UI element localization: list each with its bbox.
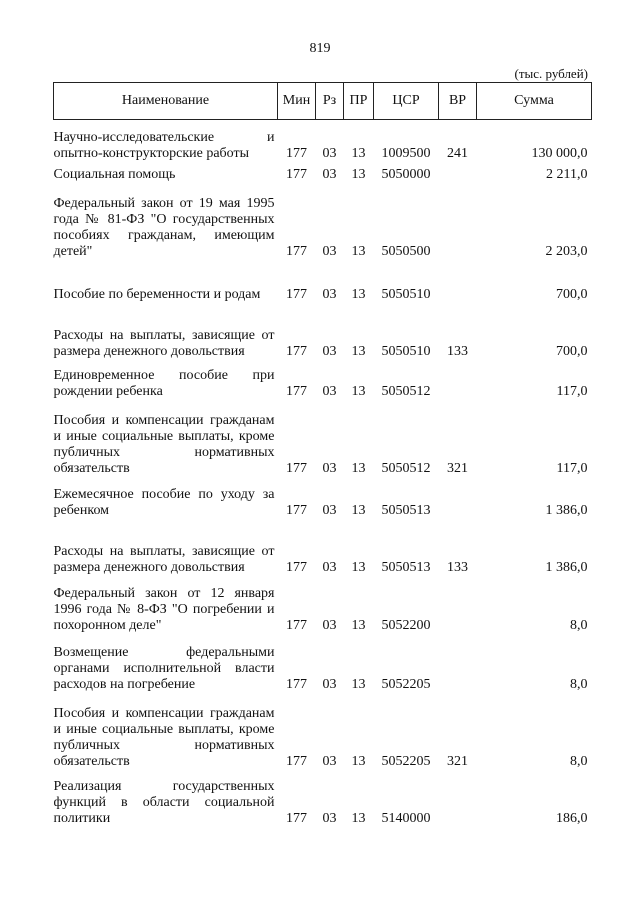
- table-row: [54, 576, 592, 634]
- row-sum: 1 386,0: [545, 559, 588, 575]
- row-min: 177: [286, 383, 307, 399]
- row-sum: 117,0: [556, 460, 588, 476]
- table-row: [54, 477, 592, 519]
- row-csr: 5050510: [381, 343, 431, 359]
- row-sum: 186,0: [556, 810, 588, 826]
- row-vr: [439, 162, 477, 183]
- row-rz: 03: [322, 559, 337, 575]
- row-pr: 13: [351, 243, 366, 259]
- row-pr: 13: [351, 810, 366, 826]
- table-row: [54, 634, 592, 693]
- row-csr: 5052200: [381, 617, 431, 633]
- row-vr: [439, 770, 477, 827]
- row-csr: 5052205: [381, 676, 431, 692]
- row-rz: 03: [322, 166, 337, 182]
- row-rz: 03: [322, 343, 337, 359]
- row-vr: [439, 634, 477, 693]
- table-row: [54, 120, 592, 162]
- row-csr: 5052205: [381, 753, 431, 769]
- table-row: [54, 162, 592, 183]
- row-csr: 5050513: [381, 502, 431, 518]
- row-pr: 13: [351, 753, 366, 769]
- row-vr: 321: [447, 460, 468, 476]
- header-name: Наименование: [54, 83, 278, 120]
- table-row: [54, 693, 592, 770]
- row-sum: 8,0: [570, 617, 588, 633]
- page-number: 819: [309, 41, 331, 56]
- header-sum: Сумма: [477, 83, 592, 120]
- row-min: 177: [286, 343, 307, 359]
- row-pr: 13: [351, 145, 366, 161]
- row-min: 177: [286, 243, 307, 259]
- row-name: Расходы на выплаты, зависящие от размера денежного довольствия: [53, 327, 275, 359]
- row-vr: 133: [447, 343, 468, 359]
- row-rz: 03: [322, 810, 337, 826]
- row-pr: 13: [351, 460, 366, 476]
- row-csr: 5050500: [381, 243, 431, 259]
- row-csr: 5050513: [381, 559, 431, 575]
- row-name: Пособия и компенсации гражданам и иные социальные выплаты, кроме публичных нормативных обязательств: [53, 705, 275, 769]
- row-rz: 03: [322, 383, 337, 399]
- row-min: 177: [286, 676, 307, 692]
- row-rz: 03: [322, 243, 337, 259]
- row-vr: [439, 183, 477, 260]
- row-sum: 2 203,0: [545, 243, 588, 259]
- row-vr: 133: [447, 559, 468, 575]
- row-pr: 13: [351, 617, 366, 633]
- row-rz: 03: [322, 676, 337, 692]
- table-row: [54, 360, 592, 400]
- row-min: 177: [286, 145, 307, 161]
- row-min: 177: [286, 810, 307, 826]
- row-name: Реализация государственных функций в области социальной политики: [53, 778, 275, 826]
- row-vr: [439, 260, 477, 303]
- table-row: [54, 400, 592, 477]
- row-min: 177: [286, 460, 307, 476]
- row-vr: 241: [447, 145, 468, 161]
- row-rz: 03: [322, 145, 337, 161]
- row-sum: 130 000,0: [531, 145, 588, 161]
- row-sum: 117,0: [556, 383, 588, 399]
- row-name: Социальная помощь: [53, 166, 176, 182]
- header-pr: ПР: [344, 83, 374, 120]
- table-row: [54, 519, 592, 576]
- row-name: Возмещение федеральными органами исполнительной власти расходов на погребение: [53, 644, 275, 692]
- row-vr: [439, 477, 477, 519]
- table-row: [54, 303, 592, 360]
- table-body: [54, 120, 592, 827]
- row-pr: 13: [351, 166, 366, 182]
- row-sum: 700,0: [556, 343, 588, 359]
- row-csr: 5140000: [381, 810, 431, 826]
- row-rz: 03: [322, 753, 337, 769]
- row-name: Федеральный закон от 19 мая 1995 года № 81-ФЗ "О государственных пособиях гражданам, имеющим детей": [53, 195, 275, 259]
- row-name: Научно-исследовательские и опытно-конструкторские работы: [53, 129, 275, 161]
- header-csr: ЦСР: [374, 83, 439, 120]
- row-pr: 13: [351, 559, 366, 575]
- row-name: Ежемесячное пособие по уходу за ребенком: [53, 486, 275, 518]
- row-csr: 5050000: [381, 166, 431, 182]
- row-pr: 13: [351, 286, 366, 302]
- header-vr: ВР: [439, 83, 477, 120]
- header-rz: Рз: [316, 83, 344, 120]
- row-sum: 1 386,0: [545, 502, 588, 518]
- row-name: Пособие по беременности и родам: [53, 286, 261, 302]
- row-csr: 5050510: [381, 286, 431, 302]
- row-rz: 03: [322, 502, 337, 518]
- row-pr: 13: [351, 676, 366, 692]
- row-pr: 13: [351, 343, 366, 359]
- units-note: (тыс. рублей): [514, 66, 588, 81]
- row-min: 177: [286, 559, 307, 575]
- table-header-row: [54, 83, 592, 120]
- row-pr: 13: [351, 383, 366, 399]
- row-sum: 8,0: [570, 753, 588, 769]
- row-name: Пособия и компенсации гражданам и иные социальные выплаты, кроме публичных нормативных обязательств: [53, 412, 275, 476]
- table-row: [54, 260, 592, 303]
- row-rz: 03: [322, 617, 337, 633]
- row-min: 177: [286, 166, 307, 182]
- row-csr: 1009500: [381, 145, 431, 161]
- row-vr: [439, 576, 477, 634]
- row-name: Федеральный закон от 12 января 1996 года № 8-ФЗ "О погребении и похоронном деле": [53, 585, 275, 633]
- row-sum: 2 211,0: [546, 166, 588, 182]
- header-min: Мин: [278, 83, 316, 120]
- row-vr: 321: [447, 753, 468, 769]
- row-vr: [439, 360, 477, 400]
- table-row: [54, 770, 592, 827]
- row-rz: 03: [322, 460, 337, 476]
- row-name: Единовременное пособие при рождении ребенка: [53, 367, 275, 399]
- budget-table: [53, 82, 592, 827]
- row-rz: 03: [322, 286, 337, 302]
- row-min: 177: [286, 502, 307, 518]
- table-row: [54, 183, 592, 260]
- row-name: Расходы на выплаты, зависящие от размера денежного довольствия: [53, 543, 275, 575]
- row-csr: 5050512: [381, 383, 431, 399]
- row-min: 177: [286, 753, 307, 769]
- row-pr: 13: [351, 502, 366, 518]
- row-sum: 8,0: [570, 676, 588, 692]
- row-min: 177: [286, 286, 307, 302]
- row-min: 177: [286, 617, 307, 633]
- row-csr: 5050512: [381, 460, 431, 476]
- row-sum: 700,0: [556, 286, 588, 302]
